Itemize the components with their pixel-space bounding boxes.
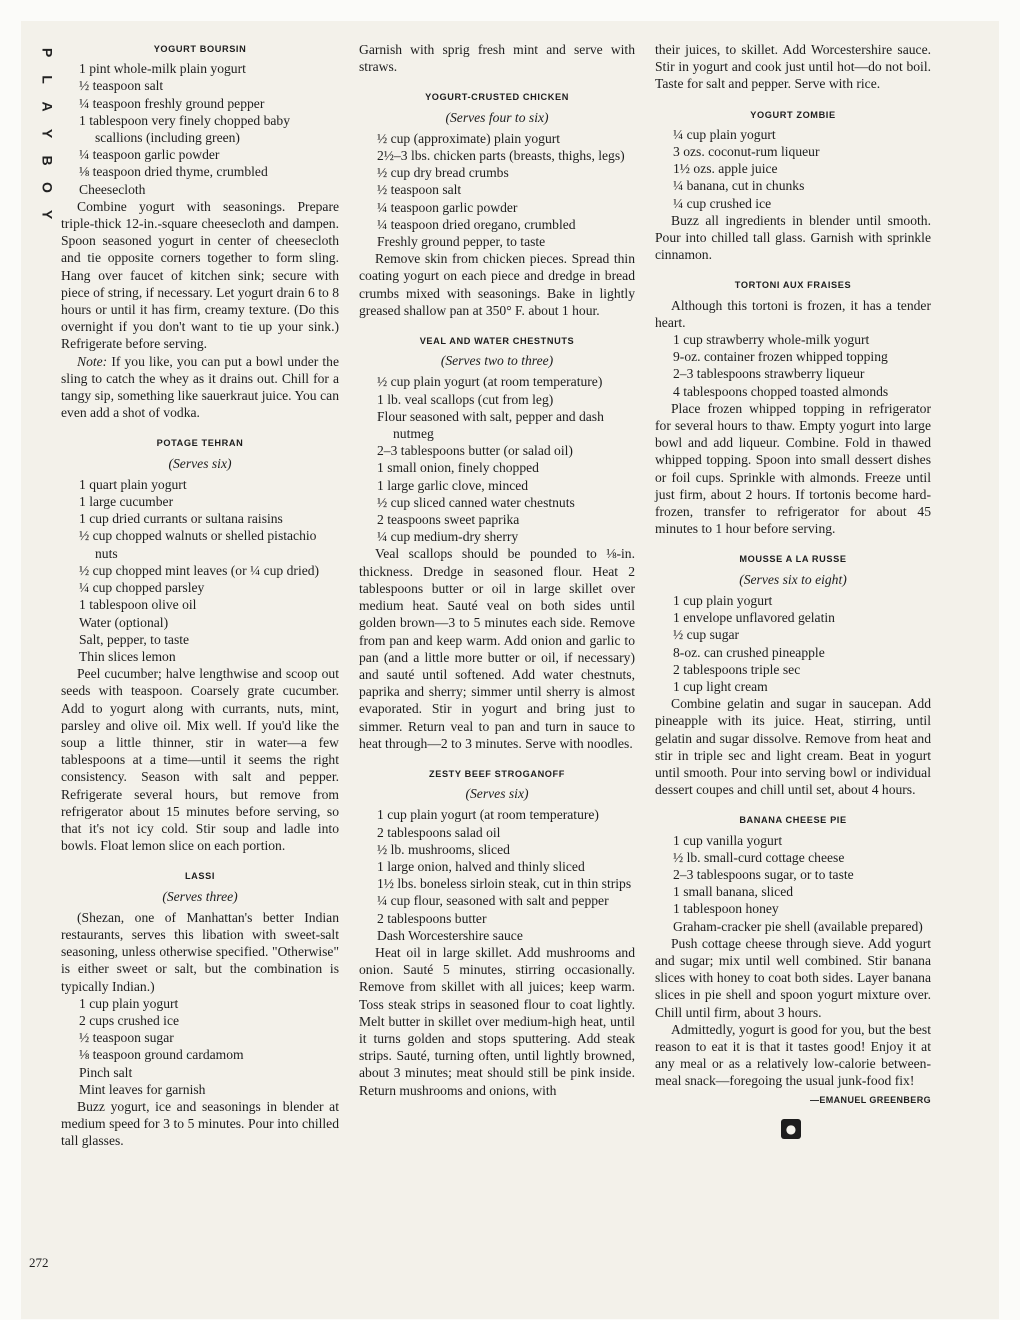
ingredient: ¼ cup plain yogurt: [673, 126, 776, 142]
sidebar-letter: Y: [39, 128, 56, 139]
sidebar-letter: B: [39, 155, 56, 166]
ingredient: 9-oz. container frozen whipped topping: [673, 349, 888, 365]
recipe-paragraph: Buzz all ingredients in blender until smooth. Pour into chilled tall glass. Garnish with sprinkle cinnamon.: [655, 212, 931, 263]
ingredient: ¼ teaspoon garlic powder: [377, 199, 518, 215]
recipe-title: MOUSSE A LA RUSSE: [739, 554, 847, 565]
closing-paragraph: Admittedly, yogurt is good for you, but the best reason to eat it is that it tastes good! Enjoy it at any meal or as a relatively low-calorie between-meal snack—foregoing the usual junk-food fix!: [655, 1021, 931, 1089]
ingredient: 1 cup dried currants or sultana raisins: [79, 511, 283, 527]
recipe-title: LASSI: [184, 871, 216, 882]
ingredient: ¼ cup medium-dry sherry: [377, 529, 519, 545]
serves-line: (Serves six): [168, 455, 232, 471]
ingredient: 1 large onion, halved and thinly sliced: [377, 858, 585, 874]
ingredient: 1½ ozs. apple juice: [673, 161, 778, 177]
ingredient: 2 cups crushed ice: [79, 1012, 180, 1028]
ingredient: 1 tablespoon very finely chopped baby scallions (including green): [79, 112, 291, 146]
serves-line: (Serves six): [465, 786, 529, 802]
ingredient: Cheesecloth: [79, 181, 146, 197]
ingredient: 3 ozs. coconut-rum liqueur: [673, 144, 820, 160]
ingredient: Salt, pepper, to taste: [79, 631, 190, 647]
recipe-title: POTAGE TEHRAN: [156, 438, 244, 449]
recipe-paragraph: Combine yogurt with seasonings. Prepare triple-thick 12-in.-square cheesecloth and dampen. Spoon seasoned yogurt in center of cheesecloth and tie opposite corners together to form sling. Hang over faucet of kitchen sink; secure with piece of string, if necessary. Let yogurt drain 6 to 8 hours or until it has firm, creamy texture. (Do this overnight if you don't want to tie up your sink.) Refrigerate before serving.: [61, 198, 339, 352]
ingredient: 1 cup plain yogurt: [79, 995, 179, 1011]
ingredient: ⅛ teaspoon ground cardamom: [79, 1047, 244, 1063]
recipe-title: YOGURT-CRUSTED CHICKEN: [425, 92, 569, 103]
column-1: [61, 41, 339, 1150]
sidebar-letter: L: [39, 75, 56, 84]
ingredient: ⅛ teaspoon dried thyme, crumbled: [79, 164, 268, 180]
sidebar-letter: P: [39, 47, 56, 58]
ingredient: ½ lb. mushrooms, sliced: [377, 841, 510, 857]
ingredient: ½ teaspoon salt: [377, 182, 462, 198]
ingredient: Mint leaves for garnish: [79, 1081, 206, 1097]
ingredient: 1 tablespoon olive oil: [79, 597, 197, 613]
ingredient: ¼ banana, cut in chunks: [673, 178, 805, 194]
ingredient: 1 cup plain yogurt: [673, 592, 773, 608]
recipe-paragraph: Veal scallops should be pounded to ⅛-in. thickness. Dredge in seasoned flour. Heat 2 tablespoons butter or oil in large skillet over medium heat. Sauté veal on both sides until golden brown—3 to 5 minutes each side. Remove from pan and keep warm. Add onion and garlic to pan (and a little more butter or oil, if necessary) and sauté until softened. Add water chestnuts, paprika and sherry; simmer until sherry is almost evaporated. Stir in yogurt and bring just to simmer. Return veal to pan and turn in sauce to heat through—2 to 3 minutes. Serve with noodles.: [359, 546, 635, 751]
ingredient: 1 large garlic clove, minced: [377, 477, 529, 493]
ingredient: 2 tablespoons butter: [377, 910, 487, 926]
column-2: [359, 41, 635, 1099]
ingredient: 2–3 tablespoons butter (or salad oil): [377, 443, 573, 459]
rabbit-logo-icon: ●: [781, 1119, 801, 1139]
ingredient: 1 quart plain yogurt: [79, 476, 187, 492]
magazine-sidebar: [33, 39, 61, 228]
serves-line: (Serves two to three): [440, 353, 554, 369]
recipe-paragraph: their juices, to skillet. Add Worcestershire sauce. Stir in yogurt and cook just until hot—do not boil. Taste for salt and pepper. Serve with rice.: [655, 42, 931, 92]
serves-line: (Serves three): [162, 888, 238, 904]
ingredient: 1½ lbs. boneless sirloin steak, cut in thin strips: [377, 876, 632, 892]
author-byline: —EMANUEL GREENBERG: [809, 1094, 931, 1105]
ingredient: 1 cup strawberry whole-milk yogurt: [673, 332, 870, 348]
recipe-title: VEAL AND WATER CHESTNUTS: [419, 336, 575, 347]
ingredient: ½ cup chopped mint leaves (or ¼ cup dried): [79, 562, 320, 578]
ingredient: 8-oz. can crushed pineapple: [673, 644, 825, 660]
ingredient: ½ cup sugar: [673, 627, 740, 643]
recipe-paragraph: Garnish with sprig fresh mint and serve with straws.: [359, 42, 635, 75]
note-text: If you like, you can put a bowl under the sling to catch the whey as it drains out. Chill for a tangy sip, something like sauerkraut juice. You can even add a shot of vodka.: [61, 353, 339, 421]
ingredient-list: [359, 130, 635, 250]
ingredient: ¼ cup crushed ice: [673, 195, 772, 211]
recipe-paragraph: Heat oil in large skillet. Add mushrooms and onion. Sauté 5 minutes, stirring occasionally. Remove from skillet with all juices; keep warm. Toss steak strips in seasoned flour to coat lightly. Melt butter in skillet over medium-high heat, until it turns golden and stops sputtering. Add steak strips. Sauté, turning often, until lightly browned, about 3 minutes; meat should still be pink inside. Return mushrooms and onions, with: [359, 944, 635, 1098]
ingredient: 1 cup vanilla yogurt: [673, 832, 783, 848]
ingredient-list: [655, 832, 931, 935]
ingredient: ½ cup plain yogurt (at room temperature): [377, 374, 603, 390]
recipe-paragraph: Buzz yogurt, ice and seasonings in blender at medium speed for 3 to 5 minutes. Pour into chilled tall glasses.: [61, 1098, 339, 1149]
ingredient: ¼ cup flour, seasoned with salt and pepper: [377, 893, 609, 909]
ingredient: ½ teaspoon salt: [79, 78, 164, 94]
ingredient: 1 large cucumber: [79, 494, 174, 510]
ingredient-list: [61, 60, 339, 198]
column-3: [655, 41, 931, 1139]
ingredient-list: [359, 373, 635, 545]
recipe-paragraph: Peel cucumber; halve lengthwise and scoop out seeds with teaspoon. Coarsely grate cucumber. Add to yogurt along with currants, nuts, mint, parsley and olive oil. Mix well. If you'd like the soup a little thinner, stir in water—a few tablespoons at a time—until it seems the right consistency. Season with salt and pepper. Refrigerate several hours, but remove from refrigerator about 15 minutes before serving, so that it's not icy cold. Stir soup and ladle into bowls. Float lemon slice on each portion.: [61, 666, 339, 854]
ingredient: ½ cup chopped walnuts or shelled pistachio nuts: [79, 528, 317, 561]
ingredient: 1 lb. veal scallops (cut from leg): [377, 391, 554, 407]
ingredient-list: [61, 995, 339, 1098]
ingredient: Pinch salt: [79, 1064, 133, 1080]
recipe-title: ZESTY BEEF STROGANOFF: [429, 768, 565, 779]
sidebar-letter: A: [39, 101, 56, 112]
recipe-note: [61, 353, 339, 422]
ingredient: 1 small banana, sliced: [673, 884, 794, 900]
recipe-paragraph: Push cottage cheese through sieve. Add yogurt and sugar; mix until well combined. Stir banana slices with honey to coat both sides. Layer banana slices in pie shell and spoon yogurt mixture over. Chill until firm, about 3 hours.: [655, 935, 931, 1020]
sidebar-letter: Y: [39, 209, 56, 220]
ingredient: ¼ teaspoon garlic powder: [79, 147, 220, 163]
ingredient: 1 pint whole-milk plain yogurt: [79, 61, 246, 77]
magazine-page: [21, 21, 999, 1319]
ingredient: ½ cup sliced canned water chestnuts: [377, 494, 575, 510]
ingredient: Freshly ground pepper, to taste: [377, 234, 546, 250]
ingredient: 2½–3 lbs. chicken parts (breasts, thighs, legs): [377, 148, 625, 164]
ingredient: Thin slices lemon: [79, 648, 176, 664]
recipe-paragraph: Remove skin from chicken pieces. Spread thin coating yogurt on each piece and dredge in bread crumbs mixed with seasonings. Bake in lightly greased shallow pan at 350° F. about 1 hour.: [359, 251, 635, 318]
ingredient: 2 tablespoons triple sec: [673, 661, 801, 677]
ingredient: 2 teaspoons sweet paprika: [377, 512, 520, 528]
ingredient: ¼ teaspoon dried oregano, crumbled: [377, 216, 576, 232]
ingredient: ½ cup (approximate) plain yogurt: [377, 130, 561, 146]
serves-line: (Serves four to six): [445, 109, 549, 125]
recipe-intro: Although this tortoni is frozen, it has a tender heart.: [655, 297, 931, 330]
note-label: Note:: [77, 353, 108, 369]
recipe-title: YOGURT BOURSIN: [153, 44, 247, 54]
serves-line: (Serves six to eight): [739, 571, 847, 587]
recipe-title: BANANA CHEESE PIE: [739, 815, 847, 826]
ingredient-list: [655, 331, 931, 400]
ingredient-list: [61, 476, 339, 665]
ingredient-list: [655, 592, 931, 695]
ingredient-list: [359, 806, 635, 944]
sidebar-letter: O: [39, 182, 56, 193]
ingredient: Water (optional): [79, 614, 169, 630]
ingredient: 1 cup plain yogurt (at room temperature): [377, 807, 599, 823]
ingredient: Dash Worcestershire sauce: [377, 927, 523, 943]
ingredient: ½ cup dry bread crumbs: [377, 165, 509, 181]
ingredient: 2–3 tablespoons sugar, or to taste: [673, 866, 854, 882]
ingredient: ½ teaspoon sugar: [79, 1030, 174, 1046]
ingredient: ¼ cup chopped parsley: [79, 580, 205, 596]
ingredient: 2 tablespoons salad oil: [377, 824, 501, 840]
recipe-paragraph: (Shezan, one of Manhattan's better Indian restaurants, serves this libation with sweet-salt seasoning, unless otherwise specified. "Otherwise" is either sweet or salt, but the combination is typically Indian.): [61, 909, 339, 994]
ingredient: ¼ teaspoon freshly ground pepper: [79, 95, 265, 111]
ingredient: Flour seasoned with salt, pepper and dash nutmeg: [377, 408, 604, 442]
recipe-title: TORTONI AUX FRAISES: [734, 280, 852, 291]
ingredient: 1 small onion, finely chopped: [377, 460, 539, 476]
ingredient: 1 tablespoon honey: [673, 901, 779, 917]
ingredient: Graham-cracker pie shell (available prepared): [673, 918, 923, 934]
page-number: 272: [29, 1255, 49, 1270]
ingredient-list: [655, 126, 931, 212]
ingredient: 1 cup light cream: [673, 678, 768, 694]
ingredient: 2–3 tablespoons strawberry liqueur: [673, 366, 865, 382]
ingredient: 1 envelope unflavored gelatin: [673, 610, 835, 626]
ingredient: 4 tablespoons chopped toasted almonds: [673, 383, 889, 399]
recipe-title: YOGURT ZOMBIE: [750, 109, 836, 120]
ingredient: ½ lb. small-curd cottage cheese: [673, 849, 845, 865]
recipe-paragraph: Combine gelatin and sugar in saucepan. Add pineapple with its juice. Heat, stirring, until gelatin and sugar dissolve. Remove from heat and stir in triple sec and light cream. Beat in yogurt until smooth. Pour into serving bowl or individual dessert coupes and chill until set, about 4 hours.: [655, 696, 931, 798]
recipe-paragraph: Place frozen whipped topping in refrigerator for several hours to thaw. Empty yogurt into large bowl and add liqueur. Combine. Fold in thawed whipped topping. Spoon into small dessert dishes or foil cups. Sprinkle with almonds. Freeze until just firm, about 2 hours. If tortonis become hard-frozen, transfer to refrigerator for about 45 minutes to 1 hour before serving.: [655, 400, 931, 537]
